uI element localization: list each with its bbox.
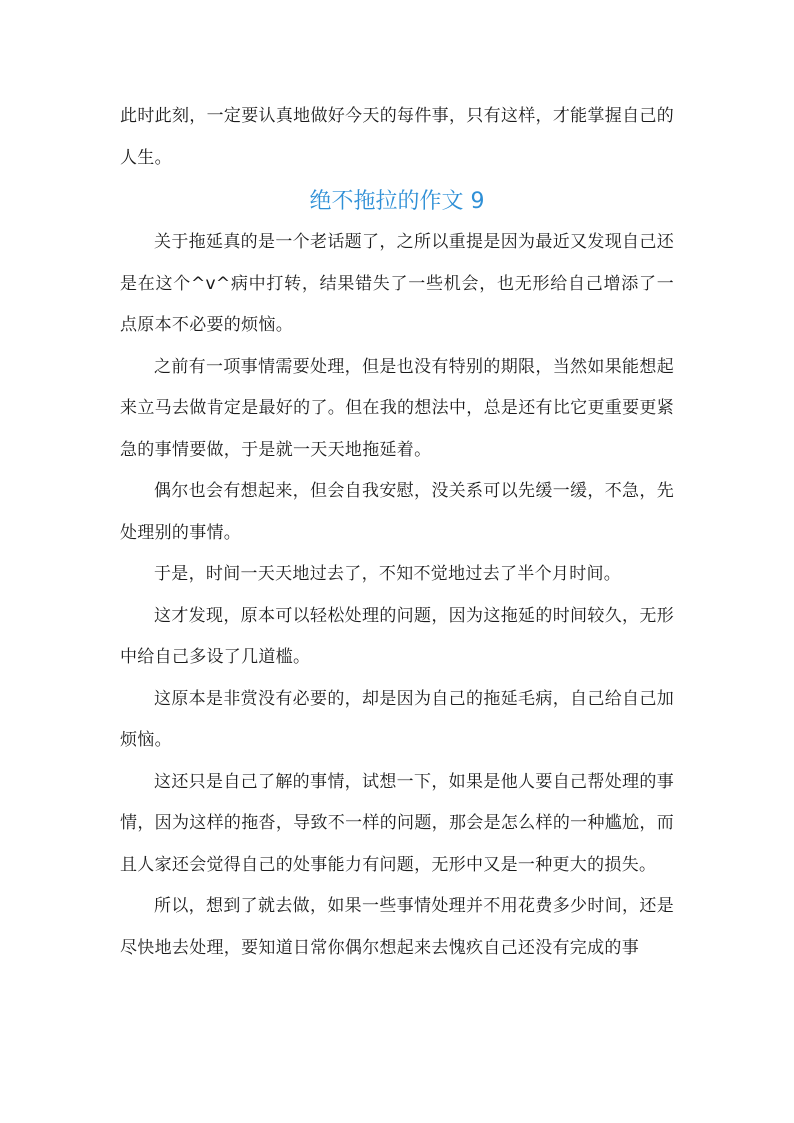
intro-paragraph: 此时此刻，一定要认真地做好今天的每件事，只有这样，才能掌握自己的人生。	[120, 106, 674, 168]
essay-paragraph: 偶尔也会有想起来，但会自我安慰，没关系可以先缓一缓，不急，先处理别的事情。	[120, 481, 674, 543]
essay-paragraph: 于是，时间一天天地过去了，不知不觉地过去了半个月时间。	[154, 564, 622, 584]
document-page	[120, 0, 674, 1123]
essay-paragraph: 之前有一项事情需要处理，但是也没有特别的期限，当然如果能想起来立马去做肯定是最好的了。但在我的想法中，总是还有比它更重要更紧急的事情要做，于是就一天天地拖延着。	[120, 356, 674, 460]
essay-paragraph: 这才发现，原本可以轻松处理的问题，因为这拖延的时间较久，无形中给自己多设了几道槛。	[120, 605, 674, 667]
essay-title: 绝不拖拉的作文 9	[309, 189, 485, 214]
essay-paragraph: 关于拖延真的是一个老话题了，之所以重提是因为最近又发现自己还是在这个^v^病中打转，结果错失了一些机会，也无形给自己增添了一点原本不必要的烦恼。	[120, 232, 674, 335]
essay-paragraph: 所以，想到了就去做，如果一些事情处理并不用花费多少时间，还是尽快地去处理，要知道日常你偶尔想起来去愧疚自己还没有完成的事	[120, 896, 674, 958]
essay-paragraph: 这原本是非赏没有必要的，却是因为自己的拖延毛病，自己给自己加烦恼。	[120, 688, 674, 750]
essay-body	[120, 222, 674, 969]
essay-paragraph: 这还只是自己了解的事情，试想一下，如果是他人要自己帮处理的事情，因为这样的拖沓，导致不一样的问题，那会是怎么样的一种尴尬，而且人家还会觉得自己的处事能力有问题，无形中又是一种更大的损失。	[120, 771, 674, 875]
